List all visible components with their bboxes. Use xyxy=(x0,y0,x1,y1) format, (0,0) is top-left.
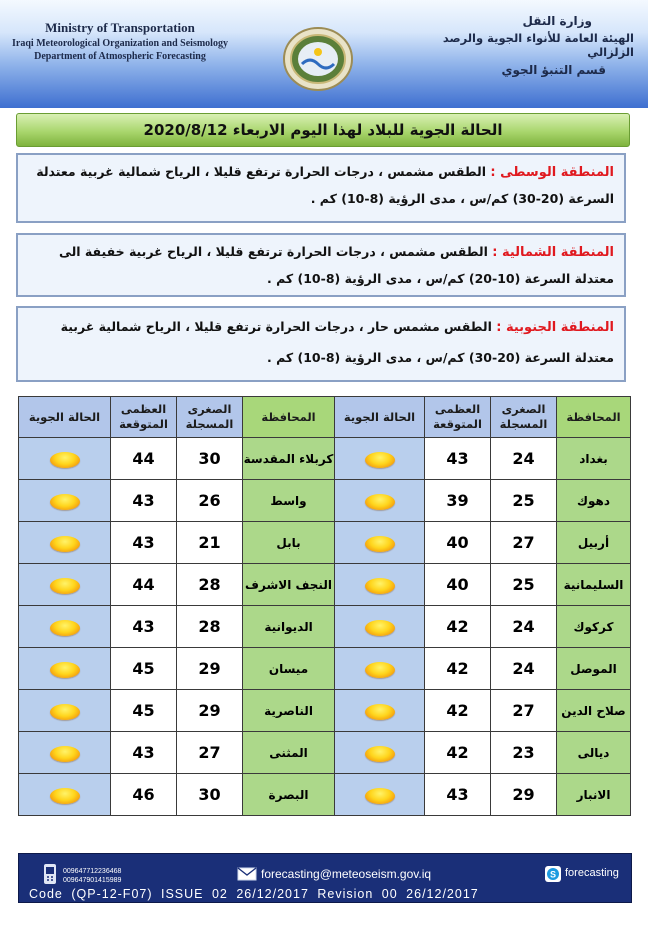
region-central-text: الطقس مشمس ، درجات الحرارة ترتفع قليلا ، الرياح شمالية غربية معتدلة السرعة (20-30) كم/س ، مدى الرؤية (8-10) كم . xyxy=(36,164,614,206)
table-row xyxy=(19,774,631,816)
region-north-text: الطقس مشمس ، درجات الحرارة ترتفع قليلا ، الرياح غربية خفيفة الى معتدلة السرعة (10-20) كم/س ، مدى الرؤية (8-10) كم . xyxy=(58,244,614,286)
min-temp: 24 xyxy=(491,606,557,648)
condition-cell xyxy=(335,564,425,606)
ministry-name-ar: وزارة النقل xyxy=(522,14,592,28)
footer-bar xyxy=(18,853,632,903)
min-temp: 30 xyxy=(177,774,243,816)
sun-icon xyxy=(50,494,80,510)
phone-number-2: 009647901415989 xyxy=(63,877,122,884)
min-temp: 29 xyxy=(491,774,557,816)
max-temp: 39 xyxy=(425,480,491,522)
max-temp: 42 xyxy=(425,690,491,732)
table-row xyxy=(19,480,631,522)
province-name: بابل xyxy=(243,522,335,564)
sun-icon xyxy=(50,578,80,594)
phone-number-1: 009647712236468 xyxy=(63,868,122,875)
department-name-en: Department of Atmospheric Forecasting xyxy=(34,51,206,62)
report-title: الحالة الجوية للبلاد لهذا اليوم الاربعاء 2020/8/12 xyxy=(16,113,630,147)
max-temp: 43 xyxy=(425,438,491,480)
condition-cell xyxy=(19,522,111,564)
max-temp: 45 xyxy=(111,648,177,690)
condition-cell xyxy=(19,732,111,774)
sun-icon xyxy=(365,536,395,552)
province-name: الانبار xyxy=(557,774,631,816)
header-condition: الحالة الجوية xyxy=(335,397,425,438)
province-name: البصرة xyxy=(243,774,335,816)
contact-email[interactable]: forecasting@meteoseism.gov.iq xyxy=(261,867,432,881)
sun-icon xyxy=(365,494,395,510)
region-south xyxy=(16,306,626,382)
condition-cell xyxy=(335,690,425,732)
sun-icon xyxy=(365,788,395,804)
organization-name-ar: الهيئة العامة للأنواء الجوية والرصد الزلزالي xyxy=(442,31,634,59)
region-south-name: المنطقة الجنوبية : xyxy=(496,320,614,335)
mail-icon xyxy=(237,867,257,881)
condition-cell xyxy=(335,648,425,690)
min-temp: 27 xyxy=(491,522,557,564)
table-row xyxy=(19,438,631,480)
organization-name-en: Iraqi Meteorological Organization and Seismology xyxy=(12,38,228,49)
header-english xyxy=(10,20,230,62)
department-name-ar: قسم التنبؤ الجوي xyxy=(501,63,606,77)
province-name: صلاح الدين xyxy=(557,690,631,732)
header-min-temp: الصغرى المسجلة xyxy=(177,397,243,438)
max-temp: 46 xyxy=(111,774,177,816)
province-name: الديوانية xyxy=(243,606,335,648)
sun-icon xyxy=(50,788,80,804)
province-name: أربيل xyxy=(557,522,631,564)
max-temp: 43 xyxy=(111,732,177,774)
min-temp: 28 xyxy=(177,564,243,606)
region-south-text: الطقس مشمس حار ، درجات الحرارة ترتفع قليلا ، الرياح شمالية غربية معتدلة السرعة (20-30) كم/س ، مدى الرؤية (8-10) كم . xyxy=(60,319,614,365)
province-name: واسط xyxy=(243,480,335,522)
phone-numbers xyxy=(63,867,121,885)
header-arabic xyxy=(424,14,634,77)
min-temp: 24 xyxy=(491,438,557,480)
condition-cell xyxy=(335,774,425,816)
sun-icon xyxy=(365,452,395,468)
condition-cell xyxy=(19,564,111,606)
condition-cell xyxy=(19,438,111,480)
min-temp: 26 xyxy=(177,480,243,522)
header-banner xyxy=(0,0,648,108)
region-north xyxy=(16,233,626,297)
sun-icon xyxy=(50,452,80,468)
condition-cell xyxy=(335,438,425,480)
condition-cell xyxy=(19,690,111,732)
province-name: ديالى xyxy=(557,732,631,774)
max-temp: 44 xyxy=(111,438,177,480)
organization-logo-icon xyxy=(282,26,354,92)
header-province: المحافظة xyxy=(557,397,631,438)
min-temp: 27 xyxy=(177,732,243,774)
province-name: ميسان xyxy=(243,648,335,690)
table-header-row xyxy=(19,397,631,438)
condition-cell xyxy=(19,480,111,522)
min-temp: 30 xyxy=(177,438,243,480)
table-row xyxy=(19,522,631,564)
condition-cell xyxy=(19,774,111,816)
sun-icon xyxy=(50,536,80,552)
province-name: كربلاء المقدسة xyxy=(243,438,335,480)
region-north-name: المنطقة الشمالية : xyxy=(492,245,614,260)
province-name: بغداد xyxy=(557,438,631,480)
header-province: المحافظة xyxy=(243,397,335,438)
condition-cell xyxy=(335,522,425,564)
sun-icon xyxy=(365,704,395,720)
min-temp: 27 xyxy=(491,690,557,732)
header-max-temp: العظمى المتوقعة xyxy=(425,397,491,438)
max-temp: 42 xyxy=(425,648,491,690)
region-central xyxy=(16,153,626,223)
sun-icon xyxy=(365,578,395,594)
condition-cell xyxy=(335,606,425,648)
province-name: المثنى xyxy=(243,732,335,774)
condition-cell xyxy=(19,648,111,690)
max-temp: 40 xyxy=(425,522,491,564)
min-temp: 21 xyxy=(177,522,243,564)
max-temp: 45 xyxy=(111,690,177,732)
min-temp: 24 xyxy=(491,648,557,690)
header-max-temp: العظمى المتوقعة xyxy=(111,397,177,438)
table-row xyxy=(19,732,631,774)
region-central-name: المنطقة الوسطى : xyxy=(490,165,614,180)
min-temp: 29 xyxy=(177,648,243,690)
province-name: الناصرية xyxy=(243,690,335,732)
table-row xyxy=(19,564,631,606)
skype-id[interactable]: forecasting xyxy=(565,867,619,879)
condition-cell xyxy=(335,732,425,774)
min-temp: 28 xyxy=(177,606,243,648)
table-row xyxy=(19,690,631,732)
sun-icon xyxy=(365,620,395,636)
max-temp: 40 xyxy=(425,564,491,606)
min-temp: 29 xyxy=(177,690,243,732)
max-temp: 44 xyxy=(111,564,177,606)
table-row xyxy=(19,606,631,648)
ministry-name-en: Ministry of Transportation xyxy=(45,20,195,35)
max-temp: 43 xyxy=(111,480,177,522)
sun-icon xyxy=(365,662,395,678)
weather-table xyxy=(18,396,631,816)
phone-icon xyxy=(43,863,57,885)
min-temp: 25 xyxy=(491,480,557,522)
header-condition: الحالة الجوية xyxy=(19,397,111,438)
max-temp: 43 xyxy=(111,522,177,564)
province-name: النجف الاشرف xyxy=(243,564,335,606)
max-temp: 42 xyxy=(425,606,491,648)
max-temp: 43 xyxy=(111,606,177,648)
province-name: السليمانية xyxy=(557,564,631,606)
sun-icon xyxy=(50,662,80,678)
condition-cell xyxy=(19,606,111,648)
sun-icon xyxy=(50,746,80,762)
province-name: كركوك xyxy=(557,606,631,648)
table-row xyxy=(19,648,631,690)
sun-icon xyxy=(365,746,395,762)
province-name: دهوك xyxy=(557,480,631,522)
min-temp: 23 xyxy=(491,732,557,774)
svg-text:S: S xyxy=(549,869,557,880)
max-temp: 43 xyxy=(425,774,491,816)
max-temp: 42 xyxy=(425,732,491,774)
min-temp: 25 xyxy=(491,564,557,606)
condition-cell xyxy=(335,480,425,522)
province-name: الموصل xyxy=(557,648,631,690)
sun-icon xyxy=(50,704,80,720)
document-code: Code (QP-12-F07) ISSUE 02 26/12/2017 Revision 00 26/12/2017 xyxy=(29,887,479,901)
skype-icon xyxy=(545,866,561,882)
header-min-temp: الصغرى المسجلة xyxy=(491,397,557,438)
sun-icon xyxy=(50,620,80,636)
